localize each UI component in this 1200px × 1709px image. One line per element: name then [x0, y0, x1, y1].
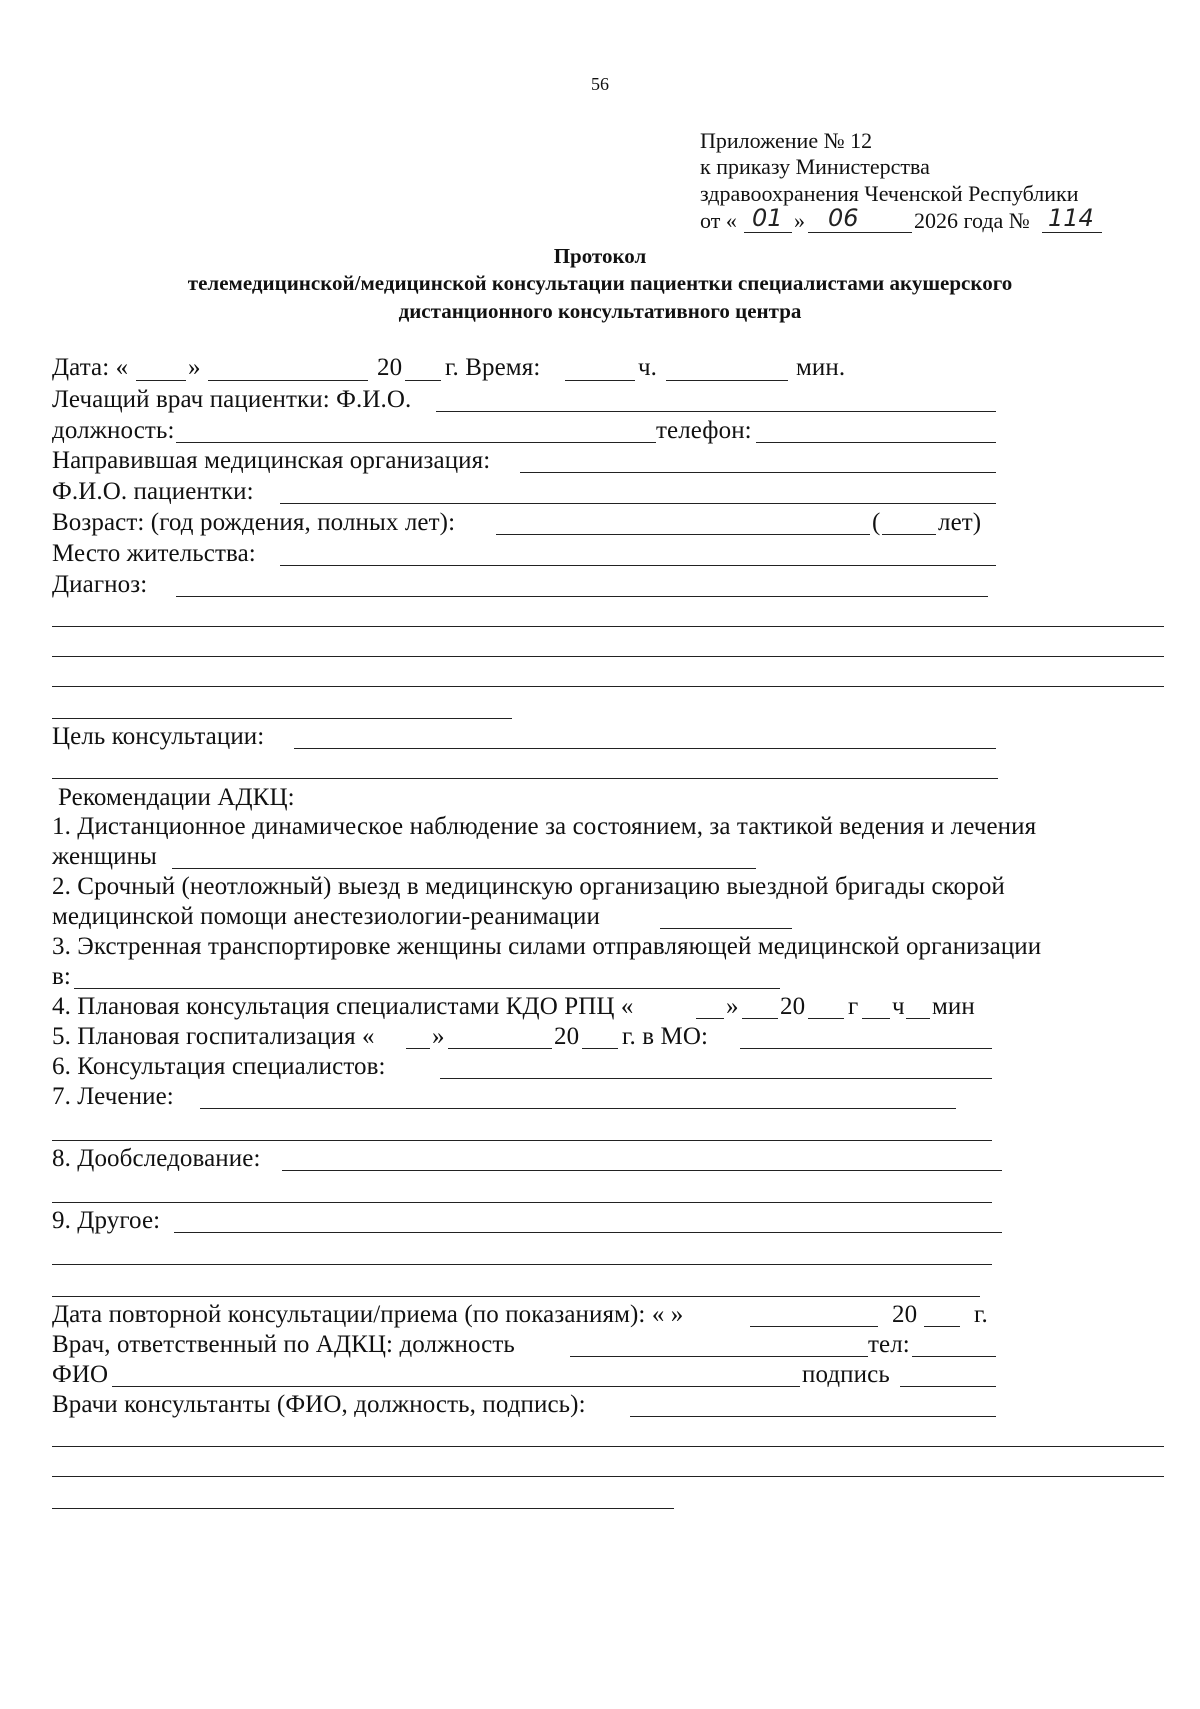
patient-name-line[interactable] — [280, 503, 996, 504]
responsible-tel-line[interactable] — [912, 1356, 996, 1357]
rec-item-4-d: г — [848, 993, 859, 1020]
rec-item-4-minute-line[interactable] — [906, 1018, 930, 1019]
rec-item-5-day-line[interactable] — [406, 1048, 430, 1049]
rec-item-4-hour-line[interactable] — [862, 1018, 890, 1019]
date-minute-line[interactable] — [666, 380, 788, 381]
protocol-title: Протокол — [553, 244, 647, 268]
protocol-subtitle-1: телемедицинской/медицинской консультации пациентки специалистами акушерского — [187, 271, 1013, 295]
rec-item-4-e: ч — [892, 993, 905, 1020]
age-label: Возраст: (год рождения, полных лет): — [52, 509, 456, 536]
diagnosis-label: Диагноз: — [52, 571, 148, 598]
consultants-label: Врачи консультанты (ФИО, должность, подпись): — [52, 1391, 586, 1418]
age-years: лет) — [938, 509, 982, 536]
rec-item-5-d: г. в МО: — [622, 1023, 709, 1050]
repeat-consultation-label: Дата повторной консультации/приема (по показаниям): « » — [52, 1301, 684, 1328]
rec-item-7-line-2[interactable] — [52, 1140, 992, 1141]
rec-item-1-line[interactable] — [172, 868, 756, 869]
appendix-month: 06 — [828, 204, 859, 232]
age-years-line[interactable] — [882, 534, 936, 535]
repeat-consultation-year: 20 — [892, 1301, 918, 1328]
appendix-line-3: здравоохранения Чеченской Республики — [700, 181, 1079, 206]
referring-org-line[interactable] — [520, 472, 996, 473]
rec-item-4-month-line[interactable] — [742, 1018, 778, 1019]
rec-item-8: 8. Дообследование: — [52, 1145, 261, 1172]
appendix-close-quote: » — [794, 208, 805, 233]
fio-label: ФИО — [52, 1361, 109, 1388]
doctor-line[interactable] — [436, 411, 996, 412]
rec-item-4-b: » — [726, 993, 739, 1020]
date-minute-label: мин. — [796, 354, 846, 381]
signature-line[interactable] — [900, 1386, 996, 1387]
rec-item-7-line-1[interactable] — [200, 1108, 956, 1109]
purpose-line-1[interactable] — [294, 748, 996, 749]
fio-line[interactable] — [112, 1386, 800, 1387]
rec-item-4-f: мин — [932, 993, 975, 1020]
rec-item-4-a: 4. Плановая консультация специалистами КДО РПЦ « — [52, 993, 634, 1020]
rec-item-2-a: 2. Срочный (неотложный) выезд в медицинскую организацию выездной бригады скорой — [52, 873, 1005, 900]
rec-item-3-line[interactable] — [74, 988, 780, 989]
diagnosis-line-3[interactable] — [52, 656, 1164, 657]
appendix-day: 01 — [752, 204, 783, 232]
rec-item-4-day-line[interactable] — [696, 1018, 724, 1019]
rec-item-3-b: в: — [52, 963, 71, 990]
residence-line[interactable] — [280, 565, 996, 566]
responsible-tel-label: тел: — [868, 1331, 910, 1358]
rec-item-2-line[interactable] — [660, 928, 792, 929]
diagnosis-line-5[interactable] — [52, 718, 512, 719]
consultants-line-1[interactable] — [630, 1416, 996, 1417]
position-label: должность: — [52, 417, 175, 444]
position-line[interactable] — [176, 442, 656, 443]
rec-item-9: 9. Другое: — [52, 1207, 161, 1234]
age-open: ( — [872, 509, 881, 536]
recommendations-heading: Рекомендации АДКЦ: — [58, 784, 295, 811]
consultants-line-2[interactable] — [52, 1446, 1164, 1447]
rec-item-9-line-2[interactable] — [52, 1264, 992, 1265]
date-label: Дата: « — [52, 354, 129, 381]
rec-item-9-line-3[interactable] — [52, 1296, 980, 1297]
rec-item-4-year-line[interactable] — [808, 1018, 844, 1019]
purpose-label: Цель консультации: — [52, 723, 265, 750]
patient-name-label: Ф.И.О. пациентки: — [52, 478, 254, 505]
date-time-label: г. Время: — [445, 354, 541, 381]
rec-item-6: 6. Консультация специалистов: — [52, 1053, 386, 1080]
rec-item-9-line-1[interactable] — [174, 1232, 1002, 1233]
rec-item-5-month-line[interactable] — [448, 1048, 552, 1049]
rec-item-8-line-2[interactable] — [52, 1202, 992, 1203]
appendix-line-1: Приложение № 12 — [700, 128, 873, 153]
repeat-consultation-g: г. — [974, 1301, 988, 1328]
rec-item-5-line[interactable] — [740, 1048, 992, 1049]
repeat-consultation-year-line[interactable] — [924, 1326, 960, 1327]
rec-item-5-c: 20 — [554, 1023, 580, 1050]
phone-line[interactable] — [756, 442, 996, 443]
rec-item-3-a: 3. Экстренная транспортировке женщины силами отправляющей медицинской организации — [52, 933, 1042, 960]
date-close: » — [188, 354, 201, 381]
date-hour-line[interactable] — [565, 380, 635, 381]
rec-item-7: 7. Лечение: — [52, 1083, 174, 1110]
purpose-line-2[interactable] — [52, 778, 998, 779]
responsible-label: Врач, ответственный по АДКЦ: должность — [52, 1331, 515, 1358]
doctor-label: Лечащий врач пациентки: Ф.И.О. — [52, 386, 412, 413]
diagnosis-line-1[interactable] — [176, 596, 988, 597]
rec-item-8-line-1[interactable] — [282, 1170, 1002, 1171]
diagnosis-line-4[interactable] — [52, 686, 1164, 687]
rec-item-1-a: 1. Дистанционное динамическое наблюдение за состоянием, за тактикой ведения и лечения — [52, 813, 1037, 840]
date-day-line[interactable] — [136, 380, 186, 381]
rec-item-5-a: 5. Плановая госпитализация « — [52, 1023, 375, 1050]
age-line[interactable] — [496, 534, 870, 535]
appendix-from-label: от « — [700, 208, 737, 233]
consultants-line-3[interactable] — [52, 1476, 1164, 1477]
consultants-line-4[interactable] — [52, 1508, 674, 1509]
date-year: 20 — [377, 354, 403, 381]
referring-org-label: Направившая медицинская организация: — [52, 447, 491, 474]
repeat-consultation-date-line[interactable] — [750, 1326, 878, 1327]
appendix-number: 114 — [1048, 204, 1094, 232]
phone-label: телефон: — [656, 417, 752, 444]
date-hour-label: ч. — [638, 354, 658, 381]
diagnosis-line-2[interactable] — [52, 626, 1164, 627]
signature-label: подпись — [802, 1361, 890, 1388]
residence-label: Место жительства: — [52, 540, 256, 567]
rec-item-5-b: » — [432, 1023, 445, 1050]
page-number: 56 — [591, 74, 609, 94]
rec-item-6-line[interactable] — [440, 1078, 992, 1079]
responsible-position-line[interactable] — [570, 1356, 868, 1357]
appendix-line-2: к приказу Министерства — [700, 154, 930, 179]
date-month-line[interactable] — [208, 380, 368, 381]
appendix-year-text: 2026 года № — [914, 208, 1030, 233]
protocol-subtitle-2: дистанционного консультативного центра — [398, 299, 802, 323]
rec-item-1-b: женщины — [52, 843, 157, 870]
appendix-month-line — [808, 232, 912, 233]
appendix-number-line — [1042, 232, 1102, 233]
rec-item-2-b: медицинской помощи анестезиологии-реанимации — [52, 903, 600, 930]
rec-item-5-year-line[interactable] — [582, 1048, 618, 1049]
date-year-line[interactable] — [405, 380, 441, 381]
appendix-day-line — [744, 232, 792, 233]
rec-item-4-c: 20 — [780, 993, 806, 1020]
